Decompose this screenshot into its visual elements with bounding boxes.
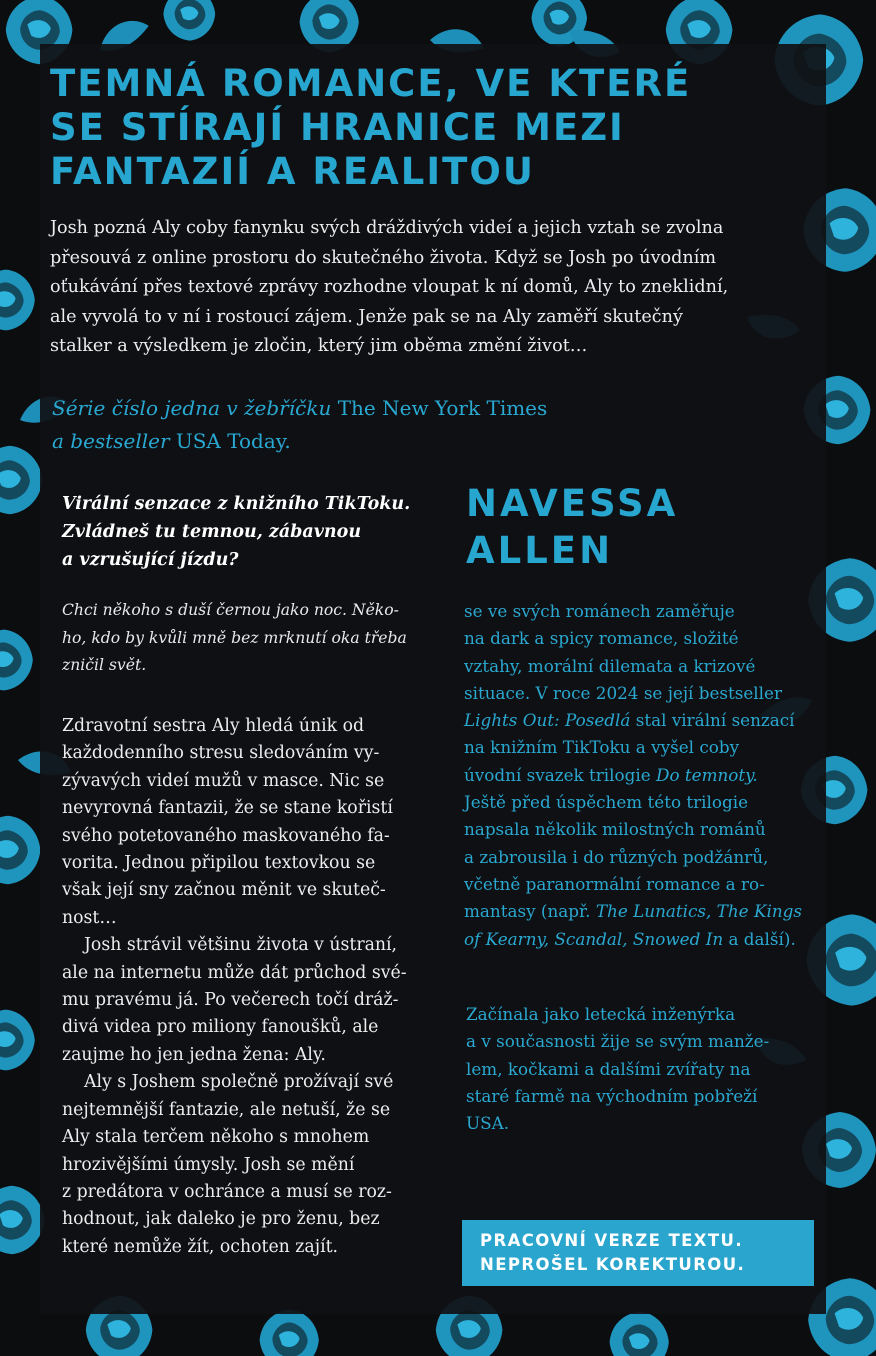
synopsis-line: každodenního stresu sledováním vy- [62, 743, 380, 764]
bio-line: Ještě před úspěchem této trilogie [464, 792, 749, 813]
synopsis-line: divá videa pro miliony fanoušků, ale [62, 1017, 379, 1038]
quote-line: ho, kdo by kvůli mně bez mrknutí oka třeba [62, 628, 407, 647]
synopsis-line: zývavých videí mužů v masce. Nic se [62, 770, 385, 791]
bio-line [464, 707, 804, 734]
synopsis-line: Zdravotní sestra Aly hledá únik od [62, 716, 365, 736]
quote-line: Chci někoho s duší černou jako noc. Něko- [62, 601, 399, 619]
bio-line: staré farmě na východním pobřeží [466, 1085, 758, 1106]
synopsis-body [62, 713, 422, 1261]
synopsis-line: které nemůže žít, ochoten zajít. [62, 1236, 339, 1257]
series-line [52, 425, 792, 458]
badge-line: NEPROŠEL KOREKTUROU. [480, 1255, 746, 1274]
bio-line: USA. [466, 1113, 510, 1134]
series-text: a bestseller [52, 429, 170, 453]
author-bio [464, 598, 804, 953]
hook-line: Zvládneš tu temnou, zábavnou [62, 522, 362, 542]
bio-text: stal virální senzací [630, 710, 795, 731]
synopsis-line: ale na internetu může dát průchod své- [62, 962, 407, 983]
intro-line: oťukávání přes textové zprávy rozhodne vloupat k ní domů, Aly to zneklidní, [50, 277, 729, 297]
badge-line: PRACOVNÍ VERZE TEXTU. [480, 1231, 744, 1250]
hook-line: Virální senzace z knižního TikToku. [62, 494, 411, 514]
intro-line: ale vyvolá to v ní i rostoucí zájem. Jenže pak se na Aly zaměří skutečný [50, 306, 683, 327]
synopsis-line: z predátora v ochránce a musí se roz- [62, 1181, 392, 1202]
synopsis-line: hodnout, jak daleko je pro ženu, bez [62, 1209, 380, 1230]
bio-text: mantasy (např. [464, 901, 596, 922]
author-bio-personal [466, 1001, 806, 1137]
bio-line: Začínala jako letecká inženýrka [466, 1004, 736, 1024]
synopsis-line: nevyrovná fantazii, že se stane kořistí [62, 798, 393, 819]
book-title: Lights Out: Posedlá [464, 710, 631, 731]
headline-line: FANTAZIÍ A REALITOU [50, 150, 535, 193]
bio-line: a zabrousila i do různých podžánrů, [464, 846, 769, 867]
intro-line: stalker a výsledkem je zločin, který jim oběma změní život… [50, 336, 588, 356]
hook-line: a vzrušující jízdu? [62, 550, 239, 570]
bio-text: úvodní svazek trilogie [464, 764, 656, 785]
series-text: Série číslo jedna v žebříčku [52, 396, 332, 420]
synopsis-line: nejtemnější fantazie, ale netuší, že se [62, 1099, 391, 1120]
bio-line [464, 926, 804, 953]
synopsis-line: Josh strávil většinu života v ústraní, [84, 935, 398, 956]
synopsis-line: svého potetovaného maskovaného fa- [62, 825, 390, 846]
synopsis-line: hrozivějšími úmysly. Josh se mění [62, 1154, 355, 1175]
bio-line: a v současnosti žije se svým manže- [466, 1031, 770, 1052]
bio-line [464, 762, 804, 789]
proof-notice-badge [462, 1220, 814, 1286]
series-title: USA Today. [175, 429, 291, 453]
synopsis-line: však její sny začnou měnit ve skuteč- [62, 880, 386, 901]
hook-text [62, 490, 411, 574]
book-titles: of Kearny, Scandal, Snowed In [464, 928, 724, 949]
synopsis-line: vorita. Jednou připilou textovkou se [62, 853, 376, 874]
headline-line: SE STÍRAJÍ HRANICE MEZI [50, 106, 625, 149]
bio-line: situace. V roce 2024 se její bestseller [464, 682, 782, 703]
author-name [466, 480, 796, 574]
series-line [52, 392, 792, 425]
series-title: The New York Times [337, 396, 548, 420]
synopsis-line: zaujme ho jen jedna žena: Aly. [62, 1044, 326, 1065]
bio-line: napsala několik milostných románů [464, 819, 766, 840]
series-accolade [52, 392, 792, 458]
synopsis-line: Aly stala terčem někoho s mnohem [62, 1127, 370, 1148]
bio-text: a další). [723, 928, 796, 949]
synopsis-line: nost… [62, 907, 117, 928]
headline-line: TEMNÁ ROMANCE, VE KTERÉ [50, 62, 692, 105]
bio-line: se ve svých románech zaměřuje [464, 601, 735, 621]
author-first-name: NAVESSA [466, 482, 679, 525]
bio-line: na dark a spicy romance, složité [464, 628, 739, 649]
bio-line: lem, kočkami a dalšími zvířaty na [466, 1058, 751, 1079]
headline [50, 62, 750, 194]
intro-line: přesouvá z online prostoru do skutečného života. Když se Josh po úvodním [50, 247, 717, 268]
quote-line: zničil svět. [62, 656, 147, 674]
bio-line: vztahy, morální dilemata a krizové [464, 655, 756, 676]
intro-line: Josh pozná Aly coby fanynku svých dráždivých videí a jejich vztah se zvolna [50, 218, 724, 238]
author-last-name: ALLEN [466, 529, 614, 572]
bio-line: na knižním TikToku a vyšel coby [464, 737, 740, 758]
series-name: Do temnoty. [656, 764, 758, 785]
book-quote [62, 597, 422, 680]
intro-paragraph [50, 214, 790, 362]
synopsis-line: Aly s Joshem společně prožívají své [84, 1072, 394, 1093]
bio-line: včetně paranormální romance a ro- [464, 873, 765, 894]
bio-line [464, 898, 804, 925]
book-titles: The Lunatics, The Kings [595, 901, 803, 922]
synopsis-line: mu pravému já. Po večerech točí dráž- [62, 990, 399, 1011]
